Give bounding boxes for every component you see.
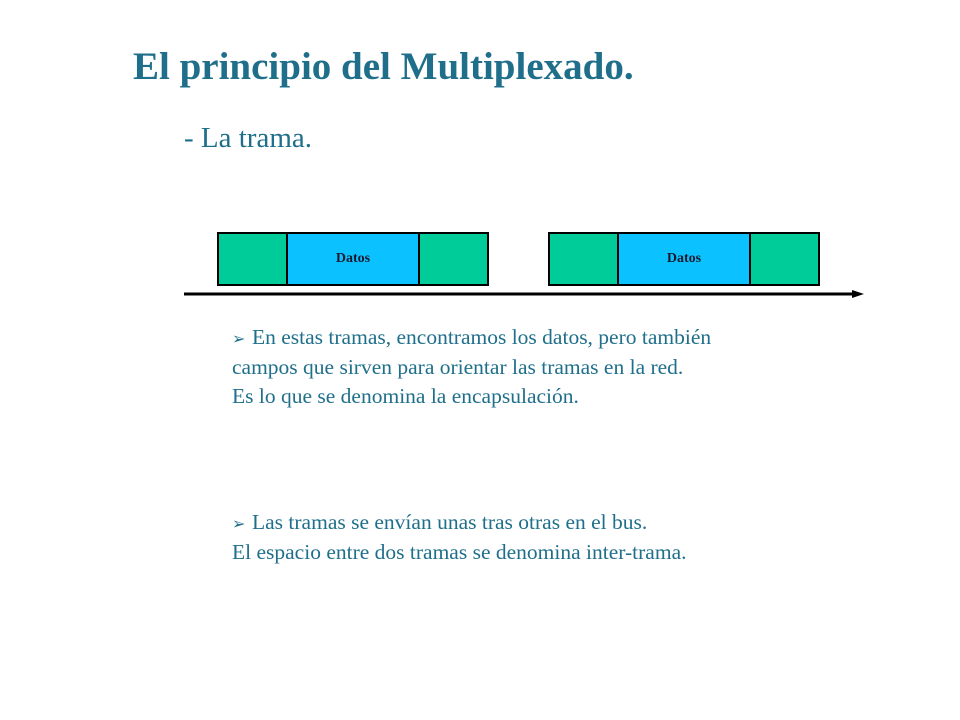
arrow-bullet-icon: ➢ (232, 514, 246, 533)
bullet-line (232, 323, 711, 353)
frame-1-header-field (219, 234, 286, 284)
frame-2-trailer-field (751, 234, 818, 284)
bullet-line: El espacio entre dos tramas se denomina inter-trama. (232, 540, 687, 564)
bullet-text: En estas tramas, encontramos los datos, pero también (252, 325, 712, 349)
bullet-paragraph-1 (232, 323, 711, 411)
frame-1 (217, 232, 489, 286)
bus-arrow (184, 289, 864, 301)
frame-2-data-field: Datos (617, 234, 752, 284)
slide-title: El principio del Multiplexado. (133, 45, 634, 88)
bullet-line: Es lo que se denomina la encapsulación. (232, 384, 579, 408)
bullet-text: Las tramas se envían unas tras otras en el bus. (252, 510, 648, 534)
frame-1-trailer-field (420, 234, 487, 284)
bullet-line: campos que sirven para orientar las tramas en la red. (232, 355, 684, 379)
frame-2-header-field (550, 234, 617, 284)
bullet-line (232, 508, 686, 538)
slide-subtitle: - La trama. (184, 122, 313, 154)
frame-1-data-field: Datos (286, 234, 421, 284)
arrow-head-icon (852, 290, 864, 298)
arrow-bullet-icon: ➢ (232, 329, 246, 348)
bullet-paragraph-2 (232, 508, 686, 567)
frame-2 (548, 232, 820, 286)
